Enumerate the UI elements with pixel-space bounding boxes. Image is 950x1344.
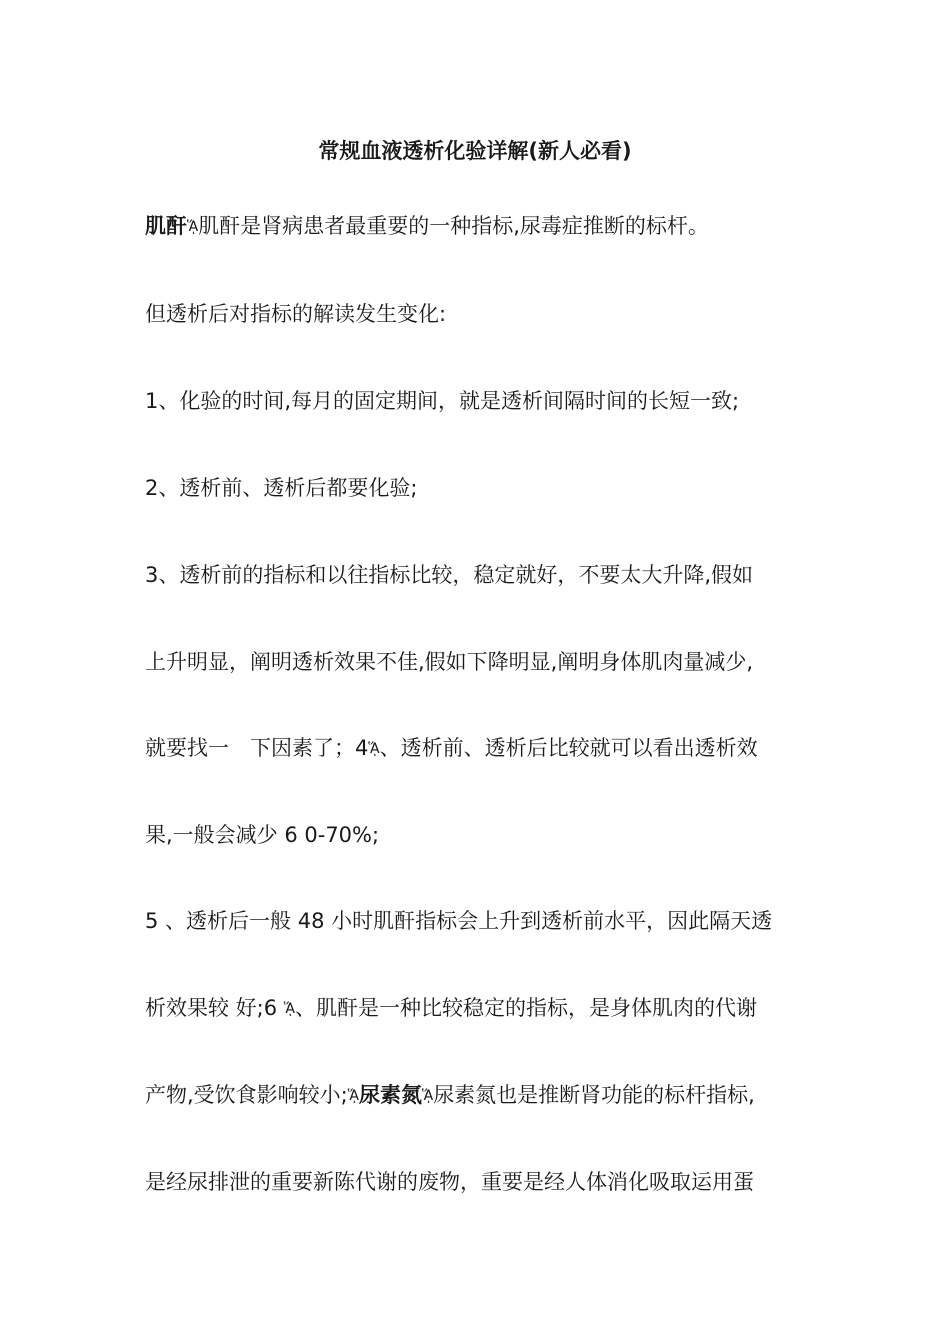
paragraph-line	[145, 904, 815, 938]
garbled-glyph: ᾍ	[421, 1088, 434, 1104]
text-segment: 果,一般会减少 6 0-70%;	[145, 823, 380, 847]
text-segment: 5 、透析后一般 48 小时肌酐指标会上升到透析前水平，因此隔天透	[145, 909, 773, 933]
text-segment: 2、透析前、透析后都要化验;	[145, 476, 418, 500]
bold-term: 肌酐	[145, 214, 187, 238]
text-segment: 尿素氮也是推断肾功能的标杆指标,	[433, 1083, 755, 1107]
paragraph-line	[145, 209, 815, 244]
paragraph-line	[145, 471, 815, 505]
text-segment: 上升明显，阐明透析效果不佳,假如下降明显,阐明身体肌肉量减少,	[145, 650, 754, 674]
paragraph-line	[145, 991, 815, 1026]
paragraph-line	[145, 818, 815, 852]
text-segment: 析效果较 好;6	[145, 996, 284, 1020]
text-segment: 就要找一 下因素了；4	[145, 736, 369, 760]
text-segment: 肌酐是肾病患者最重要的一种指标,尿毒症推断的标杆。	[198, 214, 709, 238]
text-segment: 3、透析前的指标和以往指标比较，稳定就好，不要太大升降,假如	[145, 563, 754, 587]
bold-term: 尿素氮	[358, 1083, 422, 1107]
garbled-glyph: ᾍ	[347, 1088, 359, 1104]
text-segment: 产物,受饮食影响较小;	[145, 1083, 348, 1107]
text-segment: 1、化验的时间,每月的固定期间，就是透析间隔时间的长短一致;	[145, 389, 740, 413]
paragraph-line	[145, 731, 815, 766]
text-segment: 是经尿排泄的重要新陈代谢的废物，重要是经人体消化吸取运用蛋	[145, 1170, 754, 1194]
text-segment: 、透析前、透析后比较就可以看出透析效	[379, 736, 758, 760]
paragraph-line	[145, 297, 815, 331]
paragraph-line	[145, 558, 815, 592]
garbled-glyph: ᾍ	[283, 1001, 296, 1017]
paragraph-line	[145, 384, 815, 418]
paragraph-line	[145, 645, 815, 679]
document-title: 常规血液透析化验详解(新人必看)	[318, 139, 632, 163]
text-segment: 、肌酐是一种比较稳定的指标，是身体肌肉的代谢	[295, 996, 758, 1020]
text-segment: 但透析后对指标的解读发生变化:	[145, 302, 447, 326]
paragraph-line	[145, 1078, 815, 1113]
paragraph-line	[145, 1165, 815, 1199]
garbled-glyph: ᾍ	[368, 741, 380, 757]
garbled-glyph: ᾍ	[187, 219, 199, 235]
